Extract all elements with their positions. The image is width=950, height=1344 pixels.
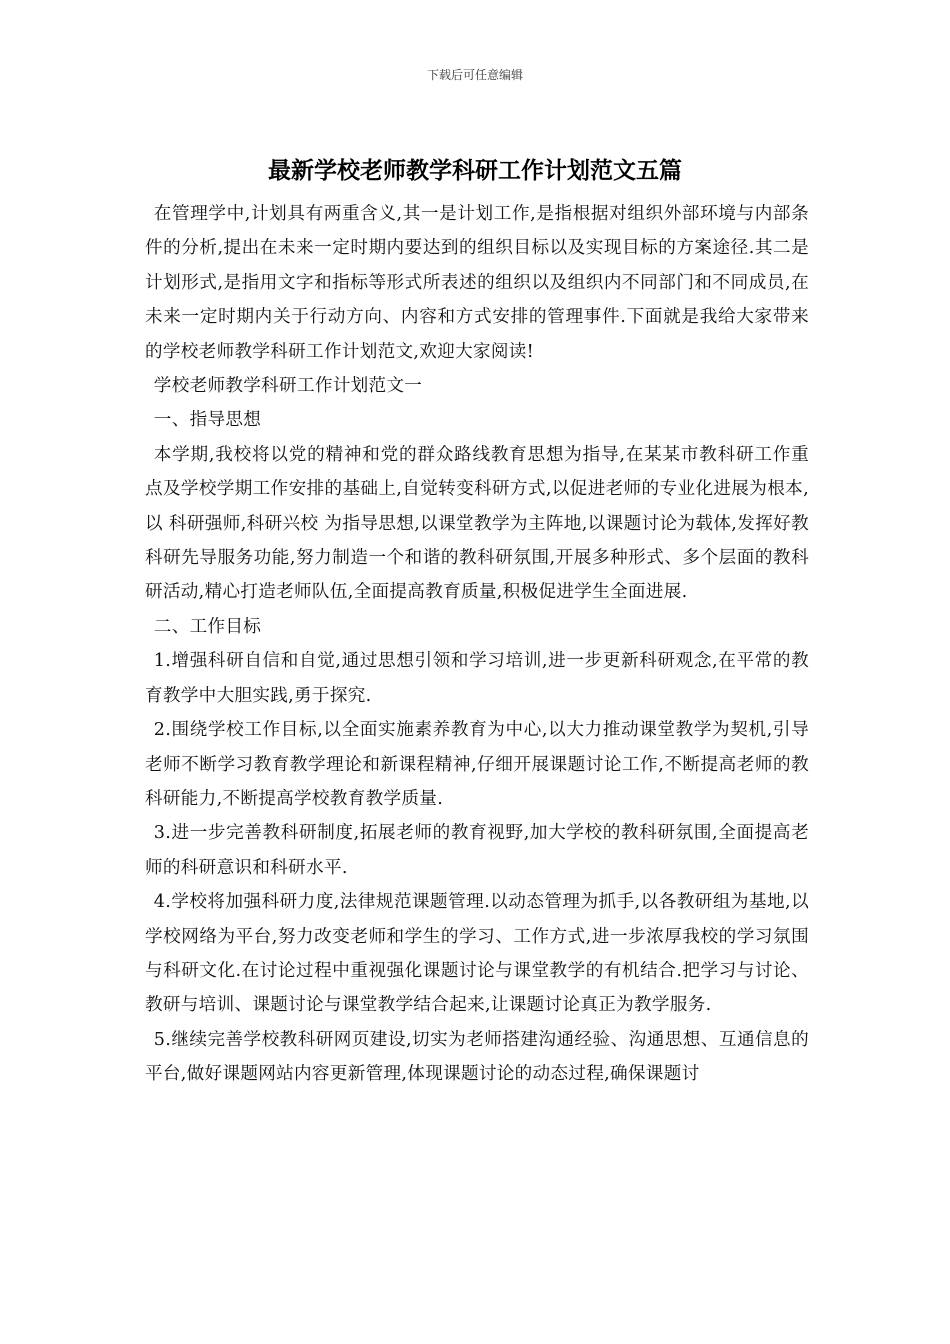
goal-item-5: 5.继续完善学校教科研网页建设,切实为老师搭建沟通经验、沟通思想、互通信息的平台,做好课题网站内容更新管理,体现课题讨论的动态过程,确保课题讨 [145, 1029, 809, 1085]
goal-item-1: 1.增强科研自信和自觉,通过思想引领和学习培训,进一步更新科研观念,在平常的教育教学中大胆实践,勇于探究. [145, 651, 809, 706]
goal-item-3: 3.进一步完善教科研制度,拓展老师的教育视野,加大学校的教科研氛围,全面提高老师的科研意识和科研水平. [145, 823, 809, 878]
guiding-thought-paragraph: 本学期,我校将以党的精神和党的群众路线教育思想为指导,在某某市教科研工作重点及学校学期工作安排的基础上,自觉转变科研方式,以促进老师的专业化进展为根本,以 科研强师,科研兴校 为指导思想,以课堂教学为主阵地,以课题讨论为载体,发挥好教科研先导服务功能,努力制造一个和谐的教科研氛围,开展多种形式、多个层面的教科研活动,精心打造老师队伍,全面提高教育质量,积极促进学生全面进展. [145, 444, 809, 603]
section-heading-work-goals: 二、工作目标 [153, 616, 262, 637]
document-body [145, 197, 809, 1092]
section-heading-sample-one: 学校老师教学科研工作计划范文一 [153, 376, 423, 397]
document-title: 最新学校老师教学科研工作计划范文五篇 [268, 158, 682, 184]
goal-item-4: 4.学校将加强科研力度,法律规范课题管理.以动态管理为抓手,以各教研组为基地,以学校网络为平台,努力改变老师和学生的学习、工作方式,进一步浓厚我校的学习氛围与科研文化.在讨论过程中重视强化课题讨论与课堂教学的有机结合.把学习与讨论、教研与培训、课题讨论与课堂教学结合起来,让课题讨论真正为教学服务. [145, 892, 809, 1016]
header-note: 下载后可任意编辑 [426, 68, 523, 82]
intro-paragraph: 在管理学中,计划具有两重含义,其一是计划工作,是指根据对组织外部环境与内部条件的分析,提出在未来一定时期内要达到的组织目标以及实现目标的方案途径.其二是计划形式,是指用文字和指标等形式所表述的组织以及组织内不同部门和不同成员,在未来一定时期内关于行动方向、内容和方式安排的管理事件.下面就是我给大家带来的学校老师教学科研工作计划范文,欢迎大家阅读! [145, 204, 809, 362]
section-heading-guiding-thought: 一、指导思想 [153, 410, 262, 431]
goal-item-2: 2.围绕学校工作目标,以全面实施素养教育为中心,以大力推动课堂教学为契机,引导老师不断学习教育教学理论和新课程精神,仔细开展课题讨论工作,不断提高老师的教科研能力,不断提高学校教育教学质量. [145, 720, 809, 809]
